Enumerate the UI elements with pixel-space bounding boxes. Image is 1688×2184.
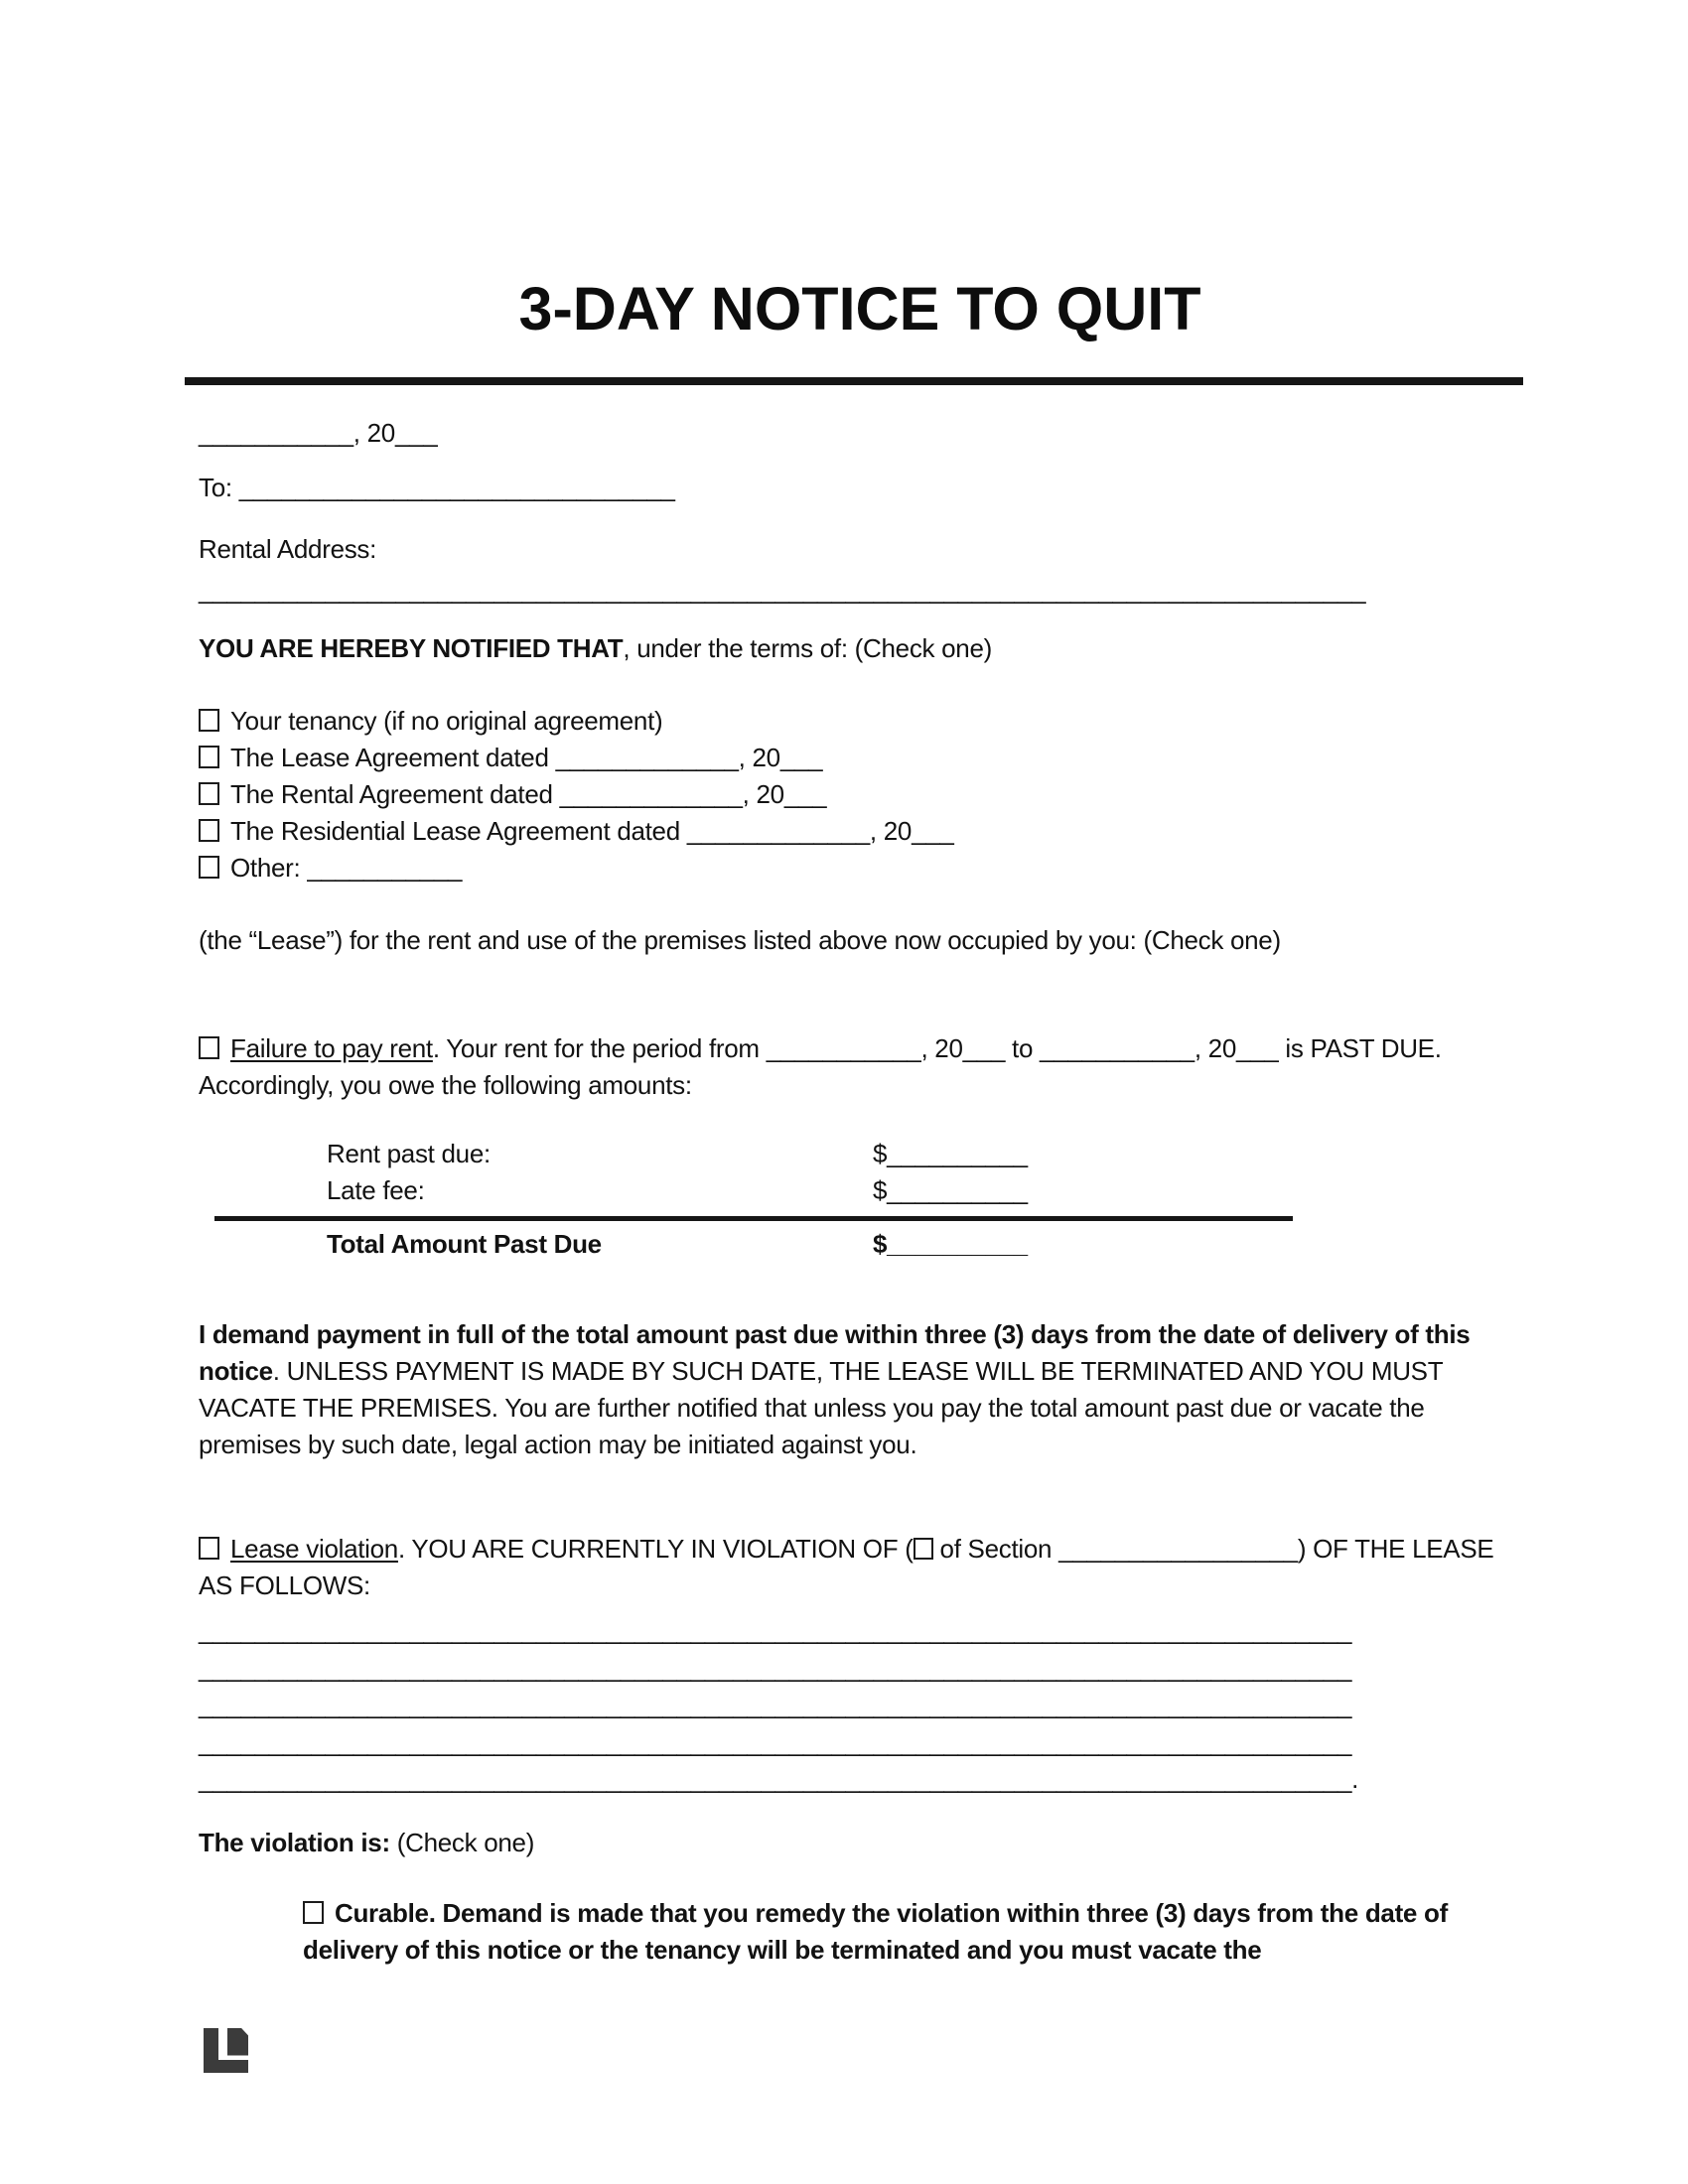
section-number-blank: _________________ (1058, 1534, 1298, 1564)
residential-lease-date-blank: _____________ (686, 816, 870, 846)
notified-statement: YOU ARE HEREBY NOTIFIED THAT, under the terms of: (Check one) (199, 633, 992, 663)
period-to-blank: ___________ (1040, 1033, 1195, 1063)
rental-address-label: Rental Address: (199, 534, 377, 564)
to-blank: _______________________________ (238, 473, 675, 502)
term-option-tenancy: Your tenancy (if no original agreement) (199, 703, 1521, 740)
period-from-blank: ___________ (766, 1033, 921, 1063)
checkbox-other[interactable] (199, 856, 219, 879)
term-option-other: Other: ___________ (199, 850, 1521, 887)
checkbox-residential-lease[interactable] (199, 819, 219, 842)
terms-options (199, 703, 1521, 887)
violation-write-in-lines (199, 1612, 1521, 1799)
demand-paragraph: I demand payment in full of the total amount past due within three (3) days from the date of delivery of this notice. UNLESS PAYMENT IS MADE BY SUCH DATE, THE LEASE WILL BE TERMINATED AND YOU MUST VACATE THE PREMISES. You are further notified that unless you pay the total amount past due or vacate the premises by such date, legal action may be initiated against you. (199, 1319, 1471, 1459)
rental-agreement-date-blank: _____________ (559, 779, 743, 809)
term-option-rental-agreement: The Rental Agreement dated _____________, 20___ (199, 776, 1521, 813)
amounts-table (199, 1136, 1521, 1263)
failure-underlined-label: Failure to pay rent (230, 1033, 433, 1063)
date-year-blank: ___ (394, 418, 438, 448)
write-in-line: __________________________________________________________________________________ (199, 1615, 1352, 1645)
legal-templates-logo (204, 2028, 248, 2073)
term-option-residential-lease: The Residential Lease Agreement dated _____________, 20___ (199, 813, 1521, 850)
lease-agreement-date-blank: _____________ (555, 743, 739, 772)
logo-l-horizontal-bar (204, 2060, 248, 2073)
total-past-due-blank: __________ (887, 1229, 1028, 1259)
failure-to-pay-rent-option: Failure to pay rent. Your rent for the period from ___________, 20___ to ___________, 20___ is PAST DUE. Accordingly, you owe the following amounts: (199, 1033, 1442, 1100)
date-blank: ___________ (199, 418, 353, 448)
total-past-due-row: Total Amount Past Due $__________ (327, 1229, 1028, 1259)
notified-bold: YOU ARE HEREBY NOTIFIED THAT (199, 633, 624, 663)
to-label: To: (199, 473, 239, 502)
curable-option: Curable. Demand is made that you remedy the violation within three (3) days from the date of delivery of this notice or the tenancy will be terminated and you must vacate the (303, 1897, 1448, 1965)
write-in-line: __________________________________________________________________________________. (199, 1764, 1359, 1794)
amounts-separator (214, 1216, 1293, 1221)
rent-past-due-blank: __________ (887, 1139, 1028, 1168)
to-line (199, 470, 1521, 506)
checkbox-tenancy[interactable] (199, 709, 219, 732)
violation-type-heading: The violation is: (Check one) (199, 1827, 535, 1857)
checkbox-failure-to-pay-rent[interactable] (199, 1036, 219, 1059)
rent-past-due-row: Rent past due: $__________ (327, 1139, 1028, 1168)
checkbox-rental-agreement[interactable] (199, 782, 219, 805)
late-fee-blank: __________ (887, 1175, 1028, 1205)
date-line: ___________, 20___ (199, 418, 438, 448)
write-in-line: __________________________________________________________________________________ (199, 1726, 1352, 1757)
checkbox-lease-violation[interactable] (199, 1537, 219, 1560)
write-in-line: __________________________________________________________________________________ (199, 1690, 1352, 1719)
checkbox-curable[interactable] (303, 1901, 324, 1924)
rental-address-blank: ___________________________________________________________________________________ (199, 575, 1366, 605)
late-fee-row: Late fee: $__________ (327, 1175, 1028, 1205)
lease-violation-underlined-label: Lease violation (230, 1534, 398, 1564)
checkbox-of-section[interactable] (914, 1538, 933, 1560)
other-blank: ___________ (307, 853, 463, 883)
lease-recital: (the “Lease”) for the rent and use of the premises listed above now occupied by you: (Check one) (199, 925, 1281, 955)
demand-bold: I demand payment in full of the total amount past due within three (3) days from the date of delivery of this notice (199, 1319, 1471, 1386)
logo-clipped-block (227, 2028, 248, 2056)
lease-violation-option: Lease violation. YOU ARE CURRENTLY IN VIOLATION OF ( of Section _________________) OF THE LEASE AS FOLLOWS: (199, 1534, 1494, 1600)
title-rule (185, 377, 1523, 385)
document-title: 3-DAY NOTICE TO QUIT (518, 275, 1201, 342)
term-option-lease-agreement: The Lease Agreement dated _____________, 20___ (199, 740, 1521, 776)
checkbox-lease-agreement[interactable] (199, 746, 219, 768)
write-in-line: __________________________________________________________________________________ (199, 1652, 1352, 1683)
